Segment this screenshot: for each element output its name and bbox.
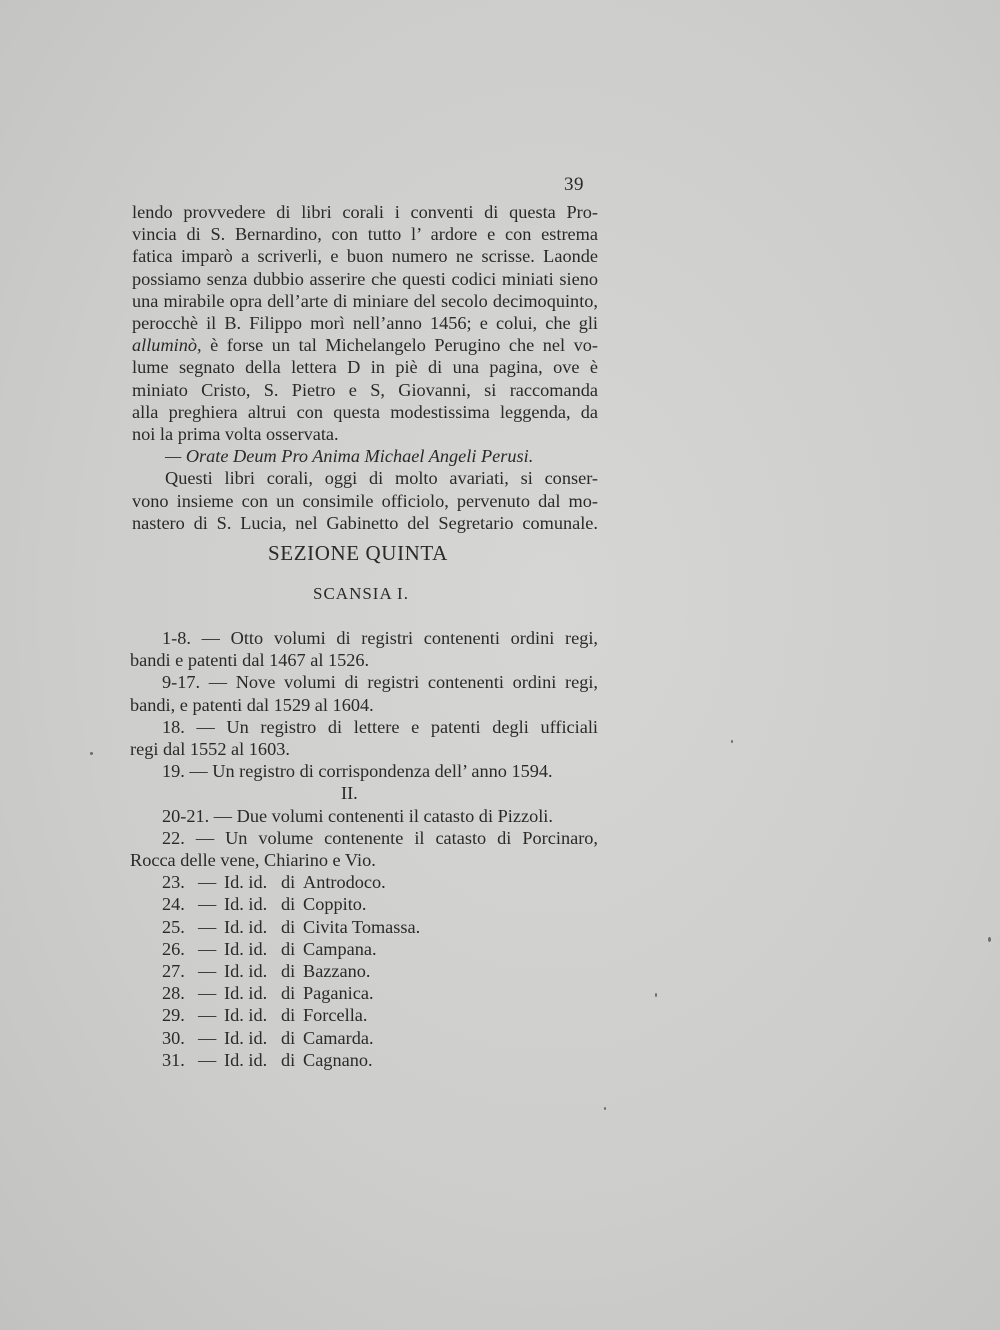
entry-dash: —: [198, 983, 217, 1004]
entry-di: di: [281, 1049, 296, 1070]
id-entry-row: [130, 982, 598, 1004]
entry-place: Paganica.: [303, 983, 374, 1004]
entry-place: Campana.: [303, 938, 377, 959]
entry-di: di: [281, 916, 296, 937]
entry-line: 18. — Un registro di lettere e patenti degli ufficiali: [162, 716, 598, 737]
entry-number: 26.: [162, 938, 185, 959]
entry-dash: —: [198, 961, 217, 982]
id-entry-row: [130, 938, 598, 960]
text-line: possiamo senza dubbio asserire che questi codici miniati sieno: [132, 268, 598, 289]
shelf-title: SCANSIA I.: [313, 584, 409, 603]
text-line: una mirabile opra dell’arte di miniare del secolo decimoquinto,: [132, 290, 598, 311]
entry-dash: —: [198, 1049, 217, 1070]
text-line: vono insieme con un consimile officiolo, pervenuto dal mo-: [132, 490, 598, 511]
paper-speck: [90, 752, 93, 755]
entry-number: 31.: [162, 1049, 185, 1070]
text-line: fatica imparò a scriverli, e buon numero ne scrisse. Laonde: [132, 246, 598, 267]
entry-line: 9-17. — Nove volumi di registri contenenti ordini regi,: [162, 672, 598, 693]
entry-idem: Id. id.: [224, 938, 268, 959]
entry-di: di: [281, 894, 296, 915]
entry-dash: —: [198, 916, 217, 937]
entry-line: bandi, e patenti dal 1529 al 1604.: [130, 694, 374, 715]
text-line: vincia di S. Bernardino, con tutto l’ ardore e con estrema: [132, 224, 598, 245]
entry-place: Antrodoco.: [303, 872, 386, 893]
inscription-line: — Orate Deum Pro Anima Michael Angeli Perusi.: [165, 446, 534, 467]
section-title: SEZIONE QUINTA: [268, 541, 448, 565]
entry-dash: —: [198, 938, 217, 959]
entry-di: di: [281, 872, 296, 893]
entry-place: Civita Tomassa.: [303, 916, 421, 937]
text-line: noi la prima volta osservata.: [132, 424, 339, 445]
paper-speck: [988, 937, 991, 942]
text-line: nastero di S. Lucia, nel Gabinetto del Segretario comunale.: [132, 512, 598, 533]
text-line-with-italic: [132, 334, 598, 356]
entry-number: 28.: [162, 983, 185, 1004]
entry-line: 22. — Un volume contenente il catasto di Porcinaro,: [162, 827, 598, 848]
entry-dash: —: [198, 1027, 217, 1048]
id-entry-row: [130, 960, 598, 982]
text-line: lendo provvedere di libri corali i conventi di questa Pro-: [132, 202, 598, 222]
entry-number: 23.: [162, 872, 185, 893]
entry-di: di: [281, 983, 296, 1004]
entry-idem: Id. id.: [224, 916, 268, 937]
id-entry-row: [130, 1004, 598, 1026]
entry-line: 20-21. — Due volumi contenenti il catasto di Pizzoli.: [162, 805, 553, 826]
paper-speck: [604, 1107, 606, 1110]
paper-speck: [731, 740, 733, 743]
id-entry-row: [130, 893, 598, 915]
entry-dash: —: [198, 1005, 217, 1026]
entry-number: 24.: [162, 894, 185, 915]
subheading: II.: [341, 783, 358, 804]
entry-line: Rocca delle vene, Chiarino e Vio.: [130, 850, 376, 871]
text-line: lume segnato della lettera D in piè di una pagina, ove è: [132, 357, 598, 378]
entry-number: 27.: [162, 961, 185, 982]
entry-idem: Id. id.: [224, 1027, 268, 1048]
entry-number: 30.: [162, 1027, 185, 1048]
entry-place: Bazzano.: [303, 961, 371, 982]
paper-speck: [655, 993, 657, 997]
entry-dash: —: [198, 872, 217, 893]
id-entry-row: [130, 916, 598, 938]
id-entry-row: [130, 871, 598, 893]
entry-place: Forcella.: [303, 1005, 368, 1026]
text-line: alla preghiera altrui con questa modestissima leggenda, da: [132, 401, 598, 422]
entry-line: 19. — Un registro di corrispondenza dell’ anno 1594.: [162, 761, 553, 782]
entry-idem: Id. id.: [224, 1005, 268, 1026]
page-number: 39: [564, 174, 584, 195]
entry-dash: —: [198, 894, 217, 915]
entry-idem: Id. id.: [224, 872, 268, 893]
paragraph-corali: [132, 201, 598, 534]
entry-di: di: [281, 938, 296, 959]
entry-idem: Id. id.: [224, 894, 268, 915]
catalog-entries: [130, 627, 598, 1071]
entry-line: bandi e patenti dal 1467 al 1526.: [130, 650, 370, 671]
text-line: Questi libri corali, oggi di molto avariati, si conser-: [165, 468, 598, 489]
id-entry-row: [130, 1049, 598, 1071]
entry-line: regi dal 1552 al 1603.: [130, 739, 290, 760]
entry-place: Cagnano.: [303, 1049, 373, 1070]
entry-line: 1-8. — Otto volumi di registri contenenti ordini regi,: [162, 628, 598, 648]
entry-idem: Id. id.: [224, 1049, 268, 1070]
text-line-rest: è forse un tal Michelangelo Perugino che nel vo-: [210, 335, 598, 356]
entry-idem: Id. id.: [224, 983, 268, 1004]
entry-idem: Id. id.: [224, 961, 268, 982]
entry-place: Camarda.: [303, 1027, 374, 1048]
italic-word: alluminò,: [132, 335, 202, 356]
text-line: miniato Cristo, S. Pietro e S, Giovanni, si raccomanda: [132, 379, 598, 400]
entry-di: di: [281, 1027, 296, 1048]
entry-di: di: [281, 1005, 296, 1026]
entry-di: di: [281, 961, 296, 982]
entry-number: 29.: [162, 1005, 185, 1026]
entry-number: 25.: [162, 916, 185, 937]
text-line: perocchè il B. Filippo morì nell’anno 1456; e colui, che gli: [132, 313, 598, 334]
id-entry-row: [130, 1027, 598, 1049]
entry-place: Coppito.: [303, 894, 367, 915]
